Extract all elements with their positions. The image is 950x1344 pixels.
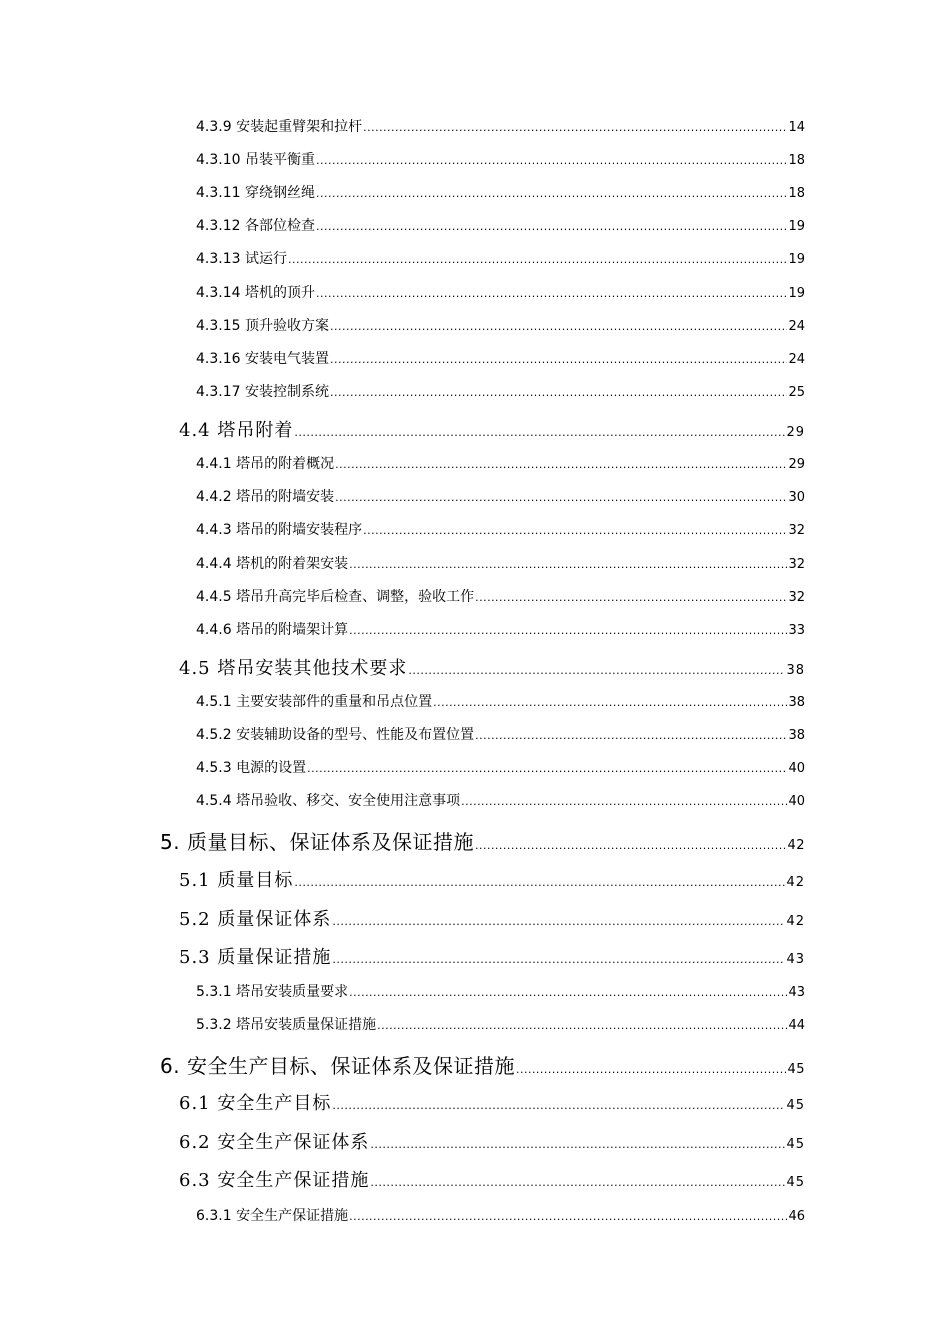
toc-dot-leader — [349, 558, 787, 571]
toc-entry-page: 40 — [788, 761, 805, 776]
toc-dot-leader — [294, 876, 785, 889]
toc-entry[interactable] — [196, 381, 805, 401]
toc-dot-leader — [363, 121, 787, 134]
toc-entry[interactable] — [196, 116, 805, 136]
toc-dot-leader — [332, 915, 785, 928]
toc-entry-title: 4.3.10 吊装平衡重 — [196, 152, 315, 168]
toc-entry-title: 4.4.3 塔吊的附墙安装程序 — [196, 522, 363, 538]
toc-entry[interactable] — [160, 1050, 805, 1079]
toc-entry[interactable] — [196, 486, 805, 506]
toc-dot-leader — [316, 154, 787, 167]
toc-entry[interactable] — [196, 519, 805, 539]
toc-entry-title: 4.4.1 塔吊的附着概况 — [196, 456, 335, 472]
toc-entry-page: 42 — [786, 875, 805, 890]
toc-entry[interactable] — [179, 905, 805, 931]
toc-entry[interactable] — [179, 943, 805, 969]
toc-entry[interactable] — [179, 654, 805, 680]
toc-entry[interactable] — [196, 1205, 805, 1225]
toc-entry-title: 6.3.1 安全生产保证措施 — [196, 1208, 349, 1224]
toc-dot-leader — [288, 253, 787, 266]
toc-entry-title: 6.2 安全生产保证体系 — [179, 1132, 370, 1153]
toc-entry-page: 19 — [788, 252, 805, 267]
toc-entry-page: 40 — [788, 794, 805, 809]
toc-entry-page: 33 — [788, 623, 805, 638]
toc-entry-title: 4.3.17 安装控制系统 — [196, 384, 329, 400]
toc-entry[interactable] — [196, 282, 805, 302]
toc-entry-title: 4.4.4 塔机的附着架安装 — [196, 556, 349, 572]
toc-dot-leader — [332, 1099, 785, 1112]
toc-dot-leader — [461, 795, 787, 808]
toc-entry[interactable] — [196, 757, 805, 777]
toc-entry-page: 14 — [788, 120, 805, 135]
toc-entry-page: 42 — [786, 914, 805, 929]
toc-dot-leader — [433, 696, 787, 709]
toc-entry-title: 4.3.11 穿绕钢丝绳 — [196, 185, 315, 201]
toc-dot-leader — [370, 1176, 785, 1189]
toc-entry[interactable] — [179, 416, 805, 442]
toc-entry[interactable] — [196, 691, 805, 711]
toc-entry-title: 4.3.15 顶升验收方案 — [196, 318, 329, 334]
toc-entry-page: 32 — [788, 557, 805, 572]
toc-entry-title: 4.5.1 主要安装部件的重量和吊点位置 — [196, 694, 433, 710]
toc-entry[interactable] — [196, 586, 805, 606]
toc-entry[interactable] — [196, 1014, 805, 1034]
toc-entry-title: 4.3.12 各部位检查 — [196, 218, 315, 234]
toc-entry[interactable] — [179, 1089, 805, 1115]
toc-entry-page: 45 — [786, 1137, 805, 1152]
toc-entry[interactable] — [196, 248, 805, 268]
toc-dot-leader — [349, 1210, 787, 1223]
toc-entry-title: 6. 安全生产目标、保证体系及保证措施 — [160, 1054, 515, 1078]
toc-entry-title: 5.1 质量目标 — [179, 870, 294, 891]
toc-entry-page: 43 — [788, 985, 805, 1000]
toc-entry[interactable] — [196, 215, 805, 235]
toc-dot-leader — [330, 386, 787, 399]
toc-entry-title: 4.3.13 试运行 — [196, 251, 287, 267]
toc-entry-page: 24 — [788, 352, 805, 367]
toc-entry-title: 4.5.2 安装辅助设备的型号、性能及布置位置 — [196, 727, 475, 743]
toc-dot-leader — [475, 591, 787, 604]
toc-entry-title: 6.3 安全生产保证措施 — [179, 1170, 370, 1191]
toc-entry-page: 45 — [787, 1062, 805, 1077]
toc-dot-leader — [307, 762, 787, 775]
toc-entry[interactable] — [179, 1128, 805, 1154]
toc-dot-leader — [316, 220, 787, 233]
toc-dot-leader — [332, 953, 785, 966]
toc-entry-page: 44 — [788, 1018, 805, 1033]
toc-entry-page: 30 — [788, 490, 805, 505]
toc-entry-title: 4.4 塔吊附着 — [179, 420, 294, 441]
toc-entry-title: 5.2 质量保证体系 — [179, 909, 332, 930]
toc-entry-title: 4.4.2 塔吊的附墙安装 — [196, 489, 335, 505]
toc-entry-title: 5.3 质量保证措施 — [179, 947, 332, 968]
toc-entry[interactable] — [196, 348, 805, 368]
toc-entry-page: 38 — [788, 728, 805, 743]
toc-entry-page: 25 — [788, 385, 805, 400]
toc-dot-leader — [335, 491, 787, 504]
toc-entry-title: 6.1 安全生产目标 — [179, 1093, 332, 1114]
toc-entry-title: 5. 质量目标、保证体系及保证措施 — [160, 830, 474, 854]
toc-dot-leader — [408, 664, 785, 677]
toc-entry-title: 4.5.3 电源的设置 — [196, 760, 307, 776]
toc-entry-page: 43 — [786, 952, 805, 967]
toc-entry[interactable] — [160, 826, 805, 855]
toc-entry-page: 45 — [786, 1175, 805, 1190]
toc-entry-title: 4.4.6 塔吊的附墙架计算 — [196, 622, 349, 638]
toc-entry-title: 5.3.1 塔吊安装质量要求 — [196, 984, 349, 1000]
toc-entry[interactable] — [196, 790, 805, 810]
toc-entry-page: 38 — [788, 695, 805, 710]
toc-dot-leader — [330, 320, 787, 333]
toc-dot-leader — [516, 1063, 787, 1076]
toc-dot-leader — [363, 524, 787, 537]
toc-entry[interactable] — [196, 453, 805, 473]
toc-entry[interactable] — [196, 981, 805, 1001]
toc-entry-title: 5.3.2 塔吊安装质量保证措施 — [196, 1017, 377, 1033]
toc-entry-page: 24 — [788, 319, 805, 334]
toc-entry-title: 4.3.16 安装电气装置 — [196, 351, 329, 367]
toc-entry[interactable] — [196, 182, 805, 202]
toc-entry-page: 32 — [788, 590, 805, 605]
toc-dot-leader — [316, 287, 787, 300]
toc-entry-page: 18 — [788, 153, 805, 168]
toc-entry-page: 29 — [786, 425, 805, 440]
toc-dot-leader — [335, 458, 787, 471]
toc-dot-leader — [370, 1138, 785, 1151]
toc-dot-leader — [316, 187, 787, 200]
toc-entry[interactable] — [196, 553, 805, 573]
toc-entry[interactable] — [179, 866, 805, 892]
toc-dot-leader — [349, 624, 787, 637]
toc-entry-page: 32 — [788, 523, 805, 538]
toc-entry[interactable] — [179, 1166, 805, 1192]
toc-entry[interactable] — [196, 315, 805, 335]
toc-entry-page: 19 — [788, 286, 805, 301]
toc-dot-leader — [294, 426, 785, 439]
toc-entry-title: 4.3.9 安装起重臂架和拉杆 — [196, 119, 363, 135]
toc-dot-leader — [377, 1019, 787, 1032]
toc-entry[interactable] — [196, 149, 805, 169]
toc-entry-page: 45 — [786, 1098, 805, 1113]
toc-dot-leader — [475, 839, 787, 852]
toc-entry[interactable] — [196, 619, 805, 639]
toc-dot-leader — [330, 353, 787, 366]
toc-entry-title: 4.3.14 塔机的顶升 — [196, 285, 315, 301]
toc-entry-title: 4.5.4 塔吊验收、移交、安全使用注意事项 — [196, 793, 461, 809]
toc-dot-leader — [349, 986, 787, 999]
toc-entry-page: 38 — [786, 663, 805, 678]
toc-entry-page: 29 — [788, 457, 805, 472]
toc-entry-page: 42 — [787, 838, 805, 853]
toc-entry-page: 19 — [788, 219, 805, 234]
toc-entry-page: 46 — [788, 1209, 805, 1224]
toc-entry-title: 4.5 塔吊安装其他技术要求 — [179, 658, 408, 679]
toc-entry-page: 18 — [788, 186, 805, 201]
toc-entry[interactable] — [196, 724, 805, 744]
toc-dot-leader — [475, 729, 787, 742]
toc-entry-title: 4.4.5 塔吊升高完毕后检查、调整，验收工作 — [196, 589, 475, 605]
